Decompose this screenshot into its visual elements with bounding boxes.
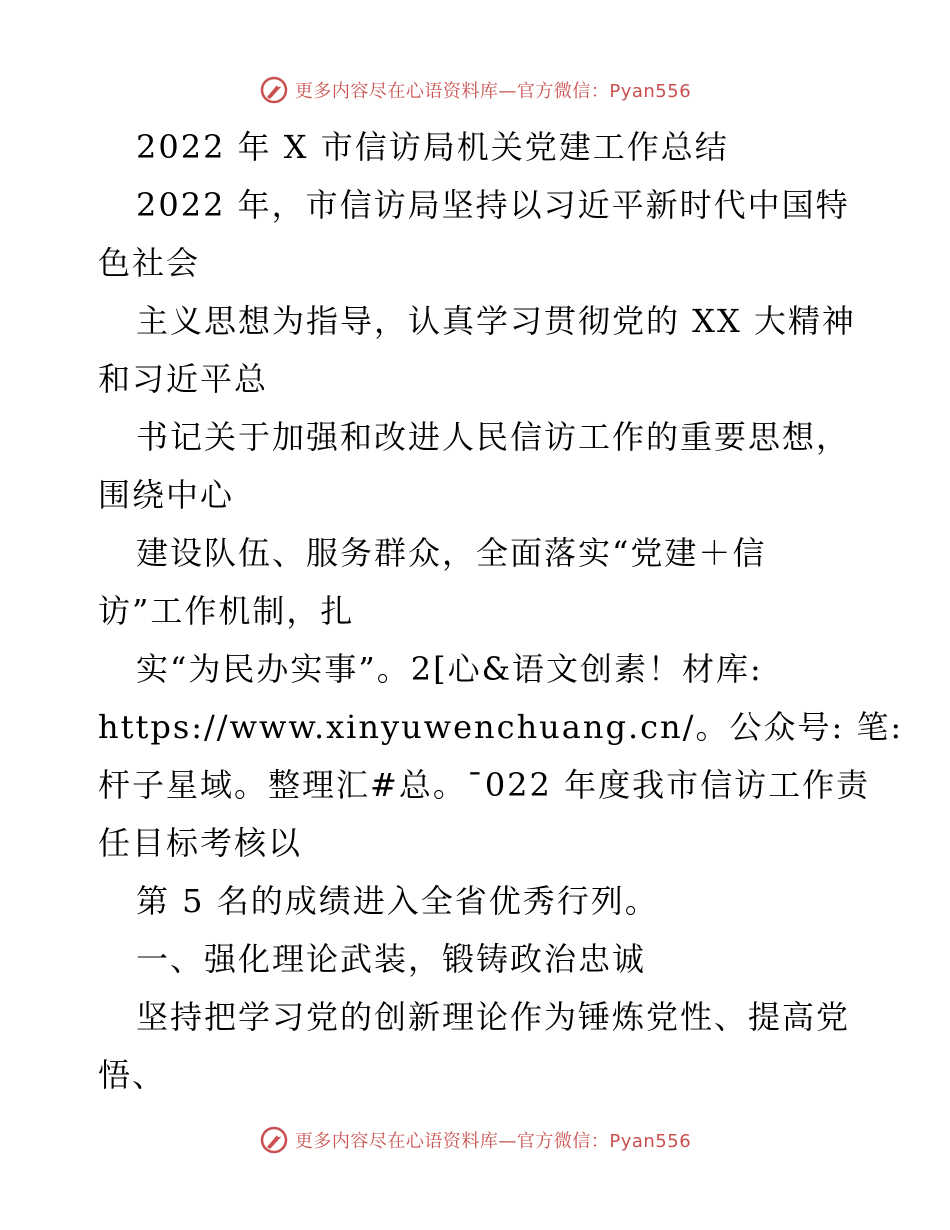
paragraph-line: https://www.xinyuwenchuang.cn/。公众号: 笔: <box>98 708 904 746</box>
pen-nib-logo-icon <box>259 1125 289 1155</box>
pen-nib-logo-icon <box>259 75 289 105</box>
paragraph-line: 坚持把学习党的创新理论作为锤炼党性、提高党 <box>136 998 851 1036</box>
section-heading: 一、强化理论武装，锻铸政治忠诚 <box>136 940 647 978</box>
paragraph-line: 建设队伍、服务群众，全面落实“党建＋信 <box>136 534 767 572</box>
paragraph-line: 悟、 <box>98 1056 167 1094</box>
watermark-text: 更多内容尽在心语资料库—官方微信：Pyan556 <box>294 81 692 102</box>
watermark-text: 更多内容尽在心语资料库—官方微信：Pyan556 <box>294 1131 692 1152</box>
paragraph-line: 色社会 <box>98 244 201 282</box>
watermark-banner-bottom <box>0 1120 950 1160</box>
paragraph-line: 杆子星域。整理汇#总。¯022 年度我市信访工作责 <box>98 766 871 804</box>
paragraph-line: 任目标考核以 <box>98 824 303 862</box>
watermark-banner-top <box>0 70 950 110</box>
paragraph-line: 实“为民办实事”。2[心&语文创素！材库: <box>136 650 763 688</box>
paragraph-line: 访”工作机制，扎 <box>98 592 355 630</box>
document-body <box>98 118 904 1104</box>
paragraph-line: 第 5 名的成绩进入全省优秀行列。 <box>136 882 659 920</box>
paragraph-line: 书记关于加强和改进人民信访工作的重要思想， <box>136 418 851 456</box>
document-title: 2022 年 X 市信访局机关党建工作总结 <box>136 128 729 166</box>
paragraph-line: 2022 年，市信访局坚持以习近平新时代中国特 <box>136 186 850 224</box>
paragraph-line: 和习近平总 <box>98 360 269 398</box>
paragraph-line: 围绕中心 <box>98 476 235 514</box>
paragraph-line: 主义思想为指导，认真学习贯彻党的 XX 大精神 <box>136 302 856 340</box>
